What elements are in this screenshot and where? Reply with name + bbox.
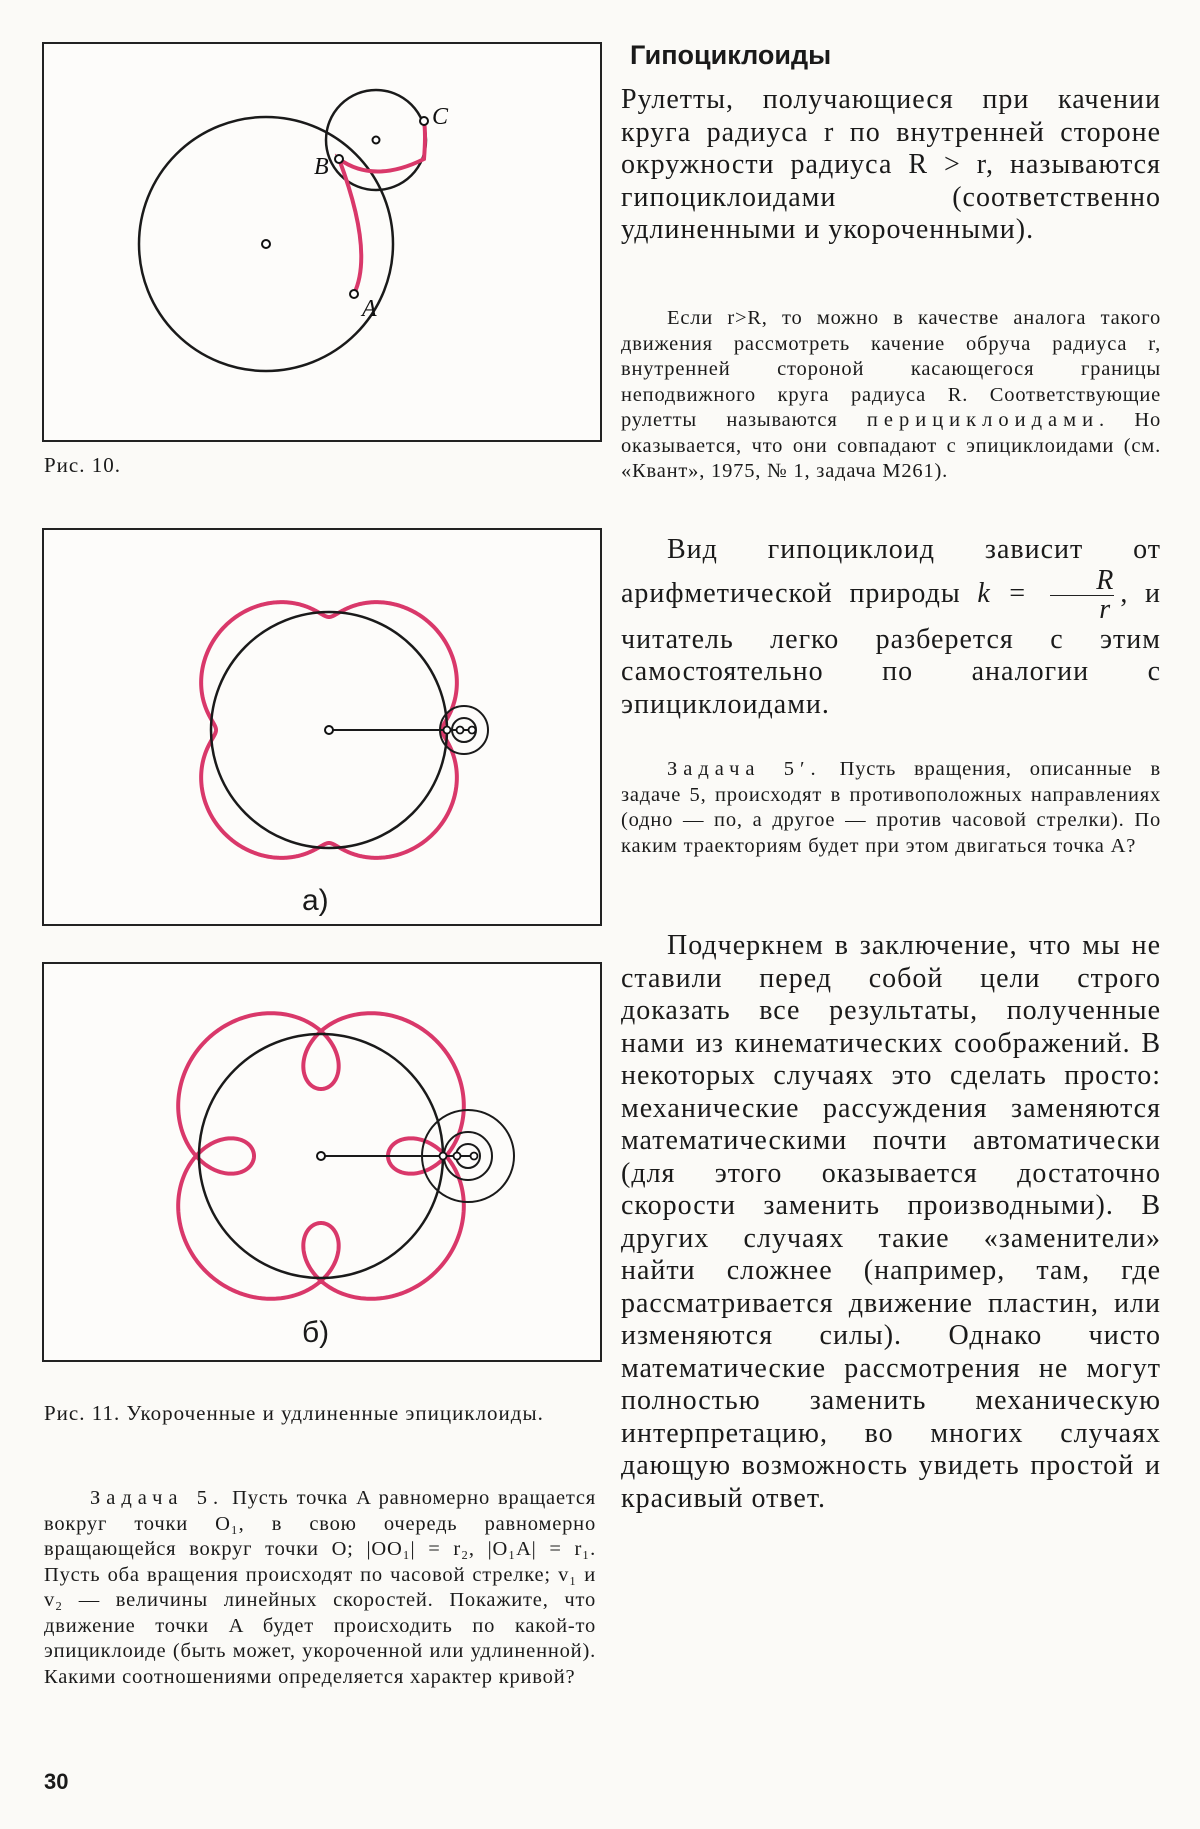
problem-5-label: Задача 5. — [90, 1487, 225, 1509]
center-fixed — [262, 240, 270, 248]
label-b: B — [314, 154, 329, 180]
conclusion-paragraph — [621, 930, 1161, 1515]
problem-5-prime — [621, 757, 1161, 859]
shape-text-a: Вид гипоциклоид зависит от арифметической природы — [621, 534, 1161, 609]
problem-5-text: Пусть точка A равномерно вращается вокруг точки O₁, в свою очередь равномерно вращающейся вокруг точки O; |OO₁| = r₂, |O₁A| = r₁. Пусть оба вращения происходят по часовой стрелке; v₁ и v₂ — величины линейных скоростей. Покажите, что движение точки A будет происходить по какой-то эпициклоиде (быть может, укороченной или удлиненной). Какими соотношениями определяется характер кривой? — [44, 1487, 596, 1688]
note-text-b: . Но оказывается, что они совпадают с эпициклоидами (см. «Квант», 1975, № 1, задача М261). — [621, 409, 1161, 482]
point-c — [420, 117, 428, 125]
dot-b2 — [454, 1153, 461, 1160]
figure-11-caption: Рис. 11. Укороченные и удлиненные эпициклоиды. — [44, 1401, 544, 1425]
sub-label-b: б) — [302, 1316, 330, 1349]
problem-5p-text: Пусть вращения, описанные в задаче 5, происходят в противоположных направлениях (одно — по, а другое — против часовой стрелки). По каким траекториям будет при этом двигаться точка A? — [621, 758, 1161, 857]
problem-5 — [44, 1486, 596, 1690]
shape-text-b: , и читатель легко разберется с этим самостоятельно по аналогии с эпициклоидами. — [621, 577, 1162, 720]
figure-11a — [42, 528, 602, 926]
section-title: Гипоциклоиды — [630, 40, 832, 70]
epicycloid-arc — [339, 121, 425, 294]
figure-10-caption: Рис. 10. — [44, 453, 121, 477]
label-a: A — [362, 296, 377, 322]
fraction-num: R — [1096, 564, 1115, 596]
center-a — [325, 726, 333, 734]
formula-k: k = — [977, 577, 1028, 609]
note-term: перициклоидами — [866, 409, 1100, 431]
note-text-a: Если r>R, то можно в качестве аналога такого движения рассмотреть качение обруча радиуса r, внутренней стороной касающегося границы неподвижного круга радиуса R. Соответствующие рулетты называются — [621, 307, 1161, 431]
note-paragraph — [621, 306, 1161, 485]
problem-5p-label: Задача 5′. — [667, 758, 822, 780]
intro-paragraph — [621, 84, 1161, 247]
conclusion-text: Подчеркнем в заключение, что мы не ставили перед собой цели строго доказать все результаты, полученные нами из кинематических соображений. В некоторых случаях это сделать просто: механические рассуждения заменяются математическими почти автоматически (для этого оказывается достаточно скорости заменить производными). В других случаях такие «заменители» найти сложнее (например, там, где рассматривается движение пластин, или изменяются силы). Однако чисто математические рассмотрения не могут полностью заменить механическую интерпретацию, во многих случаях дающую возможность увидеть простой и красивый ответ. — [621, 930, 1161, 1514]
shape-paragraph — [621, 534, 1161, 721]
sub-label-a: а) — [302, 884, 329, 917]
point-a — [350, 290, 358, 298]
figure-11b-drawing — [44, 964, 600, 1360]
dot-a1 — [444, 727, 451, 734]
label-c: C — [432, 104, 449, 130]
figure-10-drawing — [44, 44, 600, 440]
formula-fraction — [1050, 564, 1115, 625]
point-b — [335, 155, 343, 163]
intro-text: Рулетты, получающиеся при качении круга радиуса r по внутренней стороне окружности радиуса R > r, называются гипоциклоидами (соответственно удлиненными и укороченными). — [621, 84, 1161, 245]
dot-b1 — [440, 1153, 447, 1160]
page-number: 30 — [44, 1769, 69, 1794]
dot-a3 — [469, 727, 476, 734]
fraction-den: r — [1050, 595, 1114, 624]
dot-b3 — [471, 1153, 478, 1160]
center-rolling — [373, 137, 380, 144]
center-b — [317, 1152, 325, 1160]
dot-a2 — [457, 727, 464, 734]
figure-11b — [42, 962, 602, 1362]
figure-10 — [42, 42, 602, 442]
figure-11a-drawing — [44, 530, 600, 924]
